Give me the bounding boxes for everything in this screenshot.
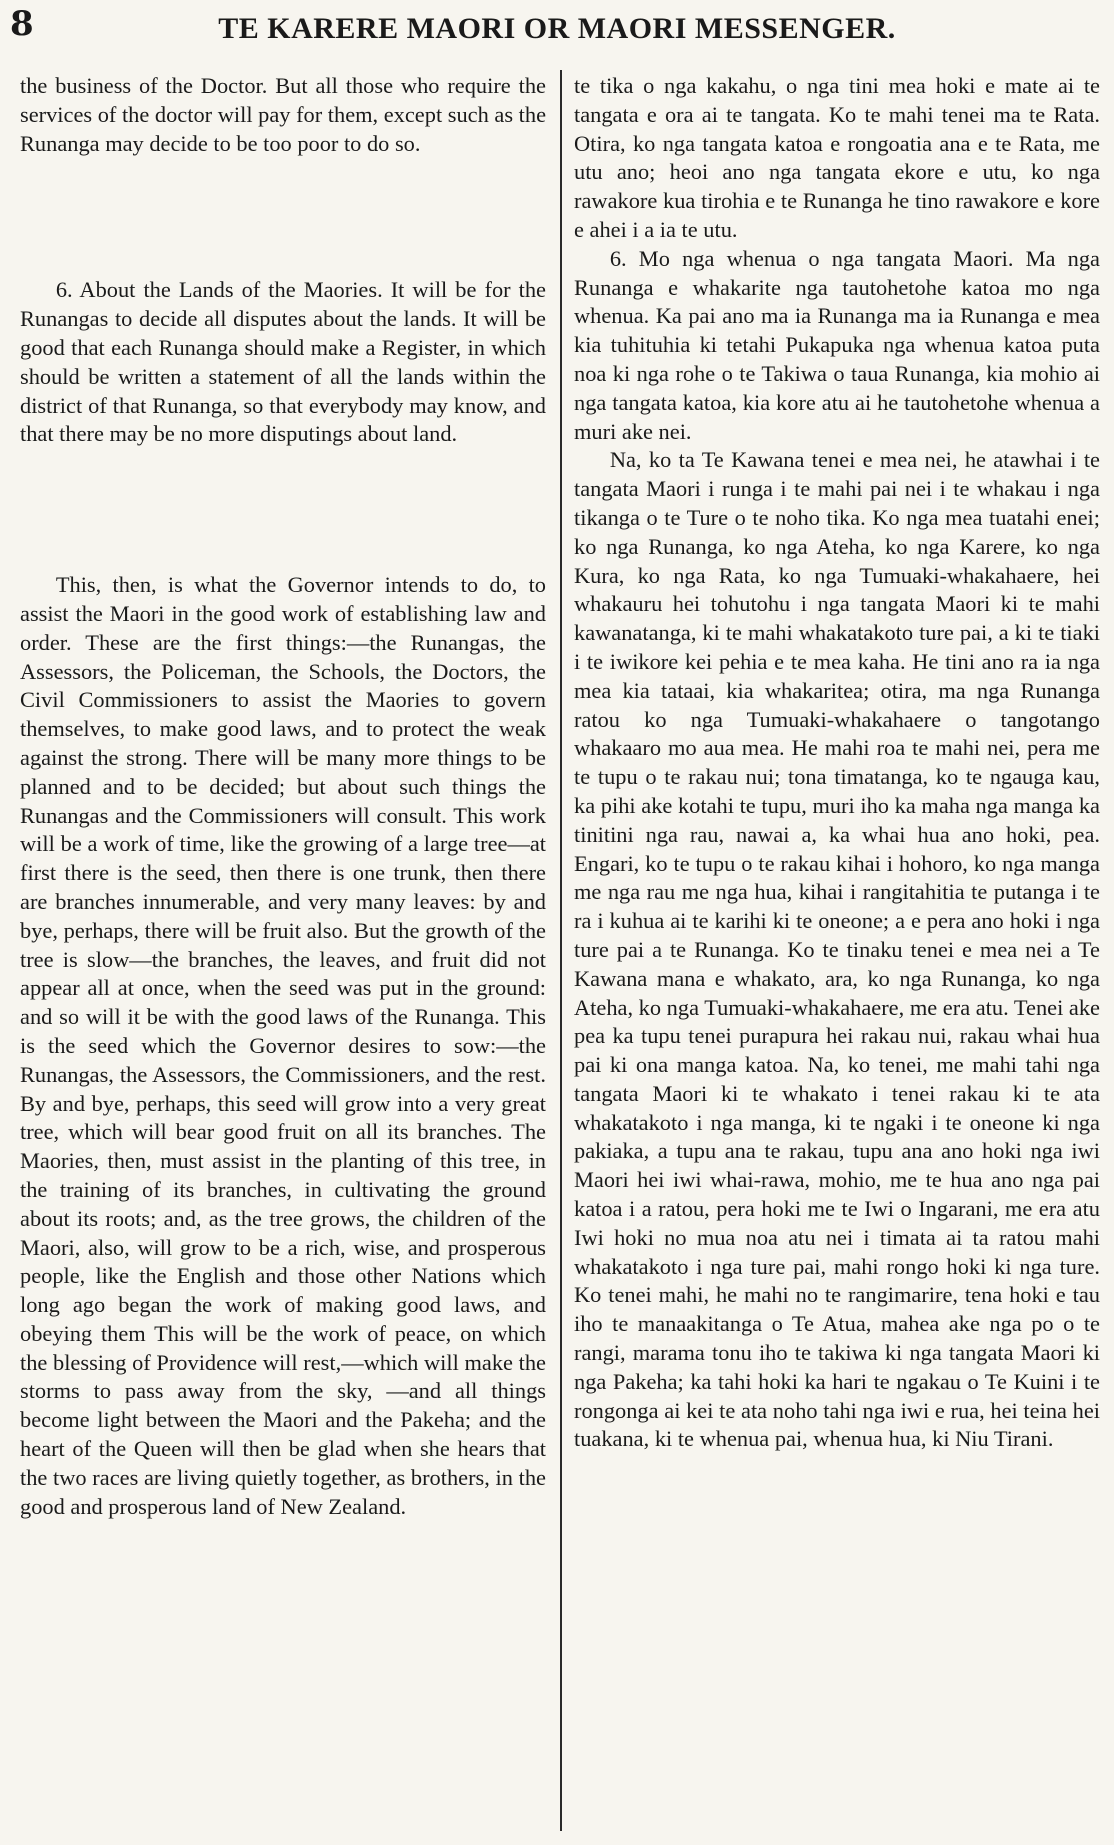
maori-paragraph-rata: te tika o nga kakahu, o nga tini mea hoki e mate ai te tangata e ora ai te tangata. Ko te mahi tenei ma te Rata. Otira, ko nga tangata katoa e rongoatia ana e te Rata, me utu ano; heoi ano nga tangata ekore e utu, ko nga rawakore kua tirohia e te Runanga he tino rawakore e kore e ahei i a ia te utu.: [574, 73, 1100, 242]
maori-paragraph-whenua: 6. Mo nga whenua o nga tangata Maori. Ma nga Runanga e whakarite nga tautohetohe katoa mo nga whenua. Ka pai ano ma ia Runanga ma ia Runanga e mea kia tuhituhia ki tetahi Pukapuka nga whenua katoa puta noa ki nga rohe o te Takiwa o taua Runanga, kia mohio ai nga tangata katoa, kia kore atu ai he tautohetohe whenua a muri ake nei.: [574, 245, 1100, 444]
page-number: 8: [10, 4, 34, 44]
english-paragraph-doctor-fees: the business of the Doctor. But all those who require the services of the doctor will pay for them, except such as the Runanga may decide to be too poor to do so.: [20, 73, 547, 156]
column-spacer: [20, 158, 546, 276]
english-column: [20, 72, 560, 1831]
maori-column: [562, 72, 1100, 1831]
maori-paragraph-kawana: Na, ko ta Te Kawana tenei e mea nei, he atawhai i te tangata Maori i runga i te mahi pai nei i te whakau i nga tikanga o te Ture o te noho tika. Ko nga mea tuatahi enei; ko nga Runanga, ko nga Ateha, ko nga Karere, ko nga Kura, ko nga Rata, ko nga Tumuaki-whakahaere, hei whakauru hei tohutohu i nga tangata Maori ki te mahi kawanatanga, ki te mahi whakatakoto ture pai, a ki te tiaki i te iwikore kei pehia e te mea kaha. He tini ano ra ia nga mea kia tataai, kia whakaritea; otira, ma nga Runanga ratou ko nga Tumuaki-whakahaere o tangotango whakaaro mo aua mea. He mahi roa te mahi nei, pera me te tupu o te rakau nui; tona timatanga, ko te ngauga kau, ka pihi ake kotahi te tupu, muri iho ka maha nga manga ka tinitini nga rau, nawai a, ka whai hua ano hoki, pea. Engari, ko te tupu o te rakau kihai i hohoro, ko nga manga me nga rau me nga hua, kihai i rangitahitia te putanga i te ra i kuhua ai te karihi ki te oneone; a e pera ano hoki i nga ture pai a te Runanga. Ko te tinaku tenei e mea nei a Te Kawana mana e whakato, ara, ko nga Runanga, ko nga Ateha, ko nga Tumuaki-whakahaere, me era atu. Tenei ake pea ka tupu tenei purapura hei rakau nui, rakau whai hua pai ki ona manga katoa. Na, ko tenei, me mahi tahi nga tangata Maori ki te whakato i tenei rakau ki te ata whakatakoto i nga manga, ki te ngaki i te oneone ki nga pakiaka, a tupu ana te rakau, tupu ana ano hoki nga iwi Maori hei iwi whai-rawa, mohio, me te hua ano nga pai katoa i a ratou, pera hoki me te Iwi o Ingarani, me era atu Iwi hoki no mua noa atu nei i timata ai ta ratou mahi whakatakoto i nga ture pai, mahi rongo hoki ki nga ture. Ko tenei mahi, he mahi no te rangimarire, tena hoki e tau iho te manaakitanga o Te Atua, mahea ake nga po o te rangi, marama tonu iho te takiwa ki nga tangata Maori ki nga Pakeha; ka tahi hoki ka hari te ngakau o Te Kuini i te rongonga ai kei te ata noho tahi nga iwi e rua, hei teina hei tuakana, ki te whenua pai, whenua hua, ki Niu Tirani.: [574, 447, 1100, 1452]
english-paragraph-lands: 6. About the Lands of the Maories. It will be for the Runangas to decide all disputes about the lands. It will be good that each Runanga should make a Register, in which should be written a statement of all the lands within the district of that Runanga, so that everybody may know, and that there may be no more disputings about land.: [20, 277, 546, 447]
page-body: [20, 72, 1100, 1831]
english-paragraph-governor-plan: This, then, is what the Governor intends to do, to assist the Maori in the good work of establishing law and order. These are the first things:—the Runangas, the Assessors, the Policeman, the Schools, the Doctors, the Civil Commissioners to assist the Maories to govern themselves, to make good laws, and to protect the weak against the strong. There will be many more things to be planned and to be decided; but about such things the Runangas and the Commissioners will consult. This work will be a work of time, like the growing of a large tree—at first there is the seed, then there is one trunk, then there are branches innumerable, and very many leaves: by and bye, perhaps, there will be fruit also. But the growth of the tree is slow—the branches, the leaves, and fruit did not appear all at once, when the seed was put in the ground: and so will it be with the good laws of the Runanga. This is the seed which the Governor desires to sow:—the Runangas, the Assessors, the Commissioners, and the rest. By and bye, perhaps, this seed will grow into a very great tree, which will bear good fruit on all its branches. The Maories, then, must assist in the planting of this tree, in the training of its branches, in cultivating the ground about its roots; and, as the tree grows, the children of the Maori, also, will grow to be a rich, wise, and prosperous people, like the English and those other Nations which long ago began the work of making good laws, and obeying them This will be the work of peace, on which the blessing of Providence will rest,—which will make the storms to pass away from the sky, —and all things become light between the Maori and the Pakeha; and the heart of the Queen will then be glad when she hears that the two races are living quietly together, as brothers, in the good and prosperous land of New Zealand.: [20, 572, 546, 1519]
column-spacer: [20, 449, 546, 571]
newspaper-title: TE KARERE MAORI OR MAORI MESSENGER.: [218, 12, 896, 45]
